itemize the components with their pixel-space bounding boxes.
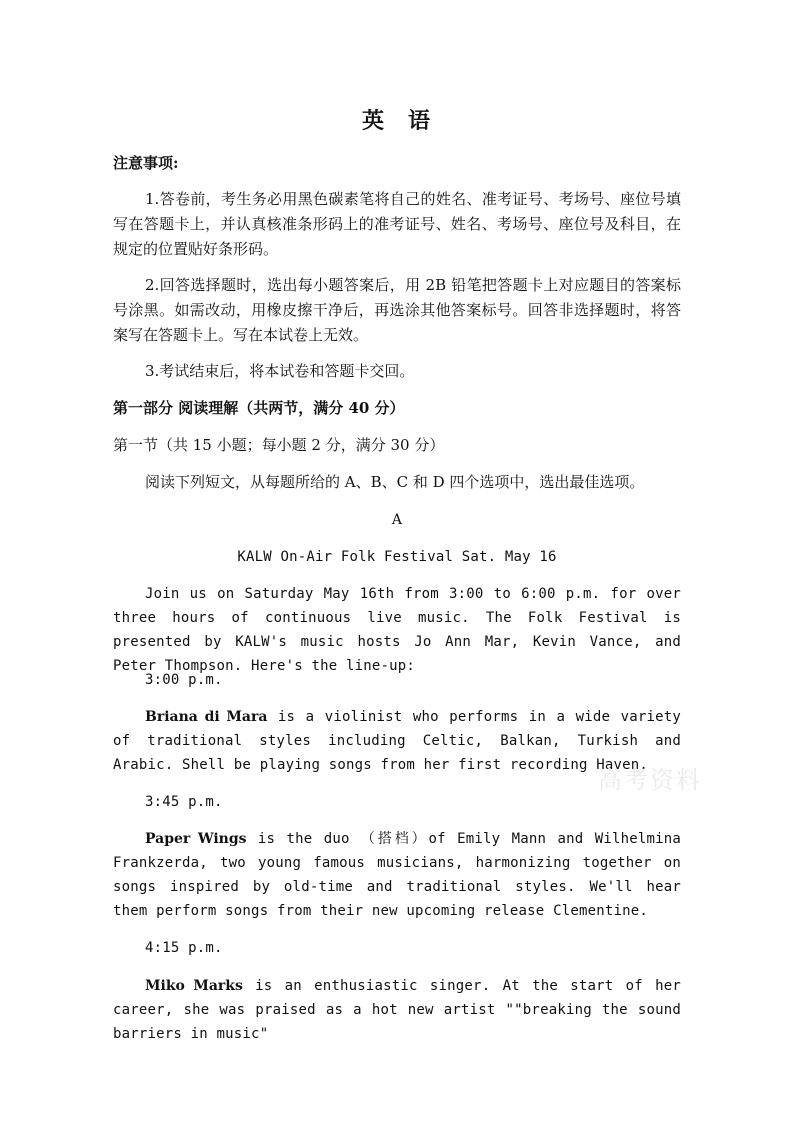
artist-name-3: Miko Marks xyxy=(145,978,243,994)
notice-item-3: 3.考试结束后，将本试卷和答题卡交回。 xyxy=(145,362,415,380)
page-title xyxy=(0,104,794,135)
artist-text-1: is a violinist who performs in a wide variety of traditional styles including Celtic, Balkan, Turkish and Arabic. Shell be playing songs from her first recording Haven. xyxy=(113,709,681,773)
artist-text-2: is the duo （搭档）of Emily Mann and Wilhelmina Frankzerda, two young famous musicians, harmonizing together on songs inspired by old-time and traditional styles. We'll hear them perform songs from their new upcoming release Clementine. xyxy=(113,831,681,919)
title-char-2: 语 xyxy=(408,108,433,134)
artist-text-3: is an enthusiastic singer. At the start of her career, she was praised as a hot new artist ""breaking the sound barriers in music" xyxy=(113,978,681,1042)
artist-entry-2 xyxy=(113,827,681,923)
time-slot-2: 3:45 p.m. xyxy=(145,794,223,810)
passage-title: KALW On-Air Folk Festival Sat. May 16 xyxy=(237,549,557,565)
passage-label: A xyxy=(391,512,403,528)
part-heading: 第一部分 阅读理解（共两节，满分 40 分） xyxy=(113,399,405,417)
time-slot-3: 4:15 p.m. xyxy=(145,940,223,956)
artist-entry-3 xyxy=(113,974,681,1046)
notice-item-2: 2.回答选择题时，选出每小题答案后，用 2B 铅笔把答题卡上对应题目的答案标号涂黑。如需改动，用橡皮擦干净后，再选涂其他答案标号。回答非选择题时，将答案写在答题卡上。写在本试卷上无效。 xyxy=(113,276,681,344)
time-slot-1: 3:00 p.m. xyxy=(145,672,223,688)
sub-heading: 第一节（共 15 小题；每小题 2 分，满分 30 分） xyxy=(113,436,445,454)
artist-name-1: Briana di Mara xyxy=(145,709,268,725)
passage-intro: Join us on Saturday May 16th from 3:00 to 6:00 p.m. for over three hours of continuous live music. The Folk Festival is presented by KALW's music hosts Jo Ann Mar, Kevin Vance, and Peter Thompson. Here's the line-up: xyxy=(113,586,681,674)
title-char-1: 英 xyxy=(361,108,386,134)
reading-instruction: 阅读下列短文，从每题所给的 A、B、C 和 D 四个选项中，选出最佳选项。 xyxy=(145,473,645,491)
artist-name-2: Paper Wings xyxy=(145,831,247,847)
notice-item-1: 1.答卷前，考生务必用黑色碳素笔将自己的姓名、准考证号、考场号、座位号填写在答题卡上，并认真核准条形码上的准考证号、姓名、考场号、座位号及科目，在规定的位置贴好条形码。 xyxy=(113,190,681,258)
watermark: 高考资料 xyxy=(598,766,702,794)
artist-entry-1 xyxy=(113,705,681,777)
notice-heading: 注意事项: xyxy=(113,154,179,172)
